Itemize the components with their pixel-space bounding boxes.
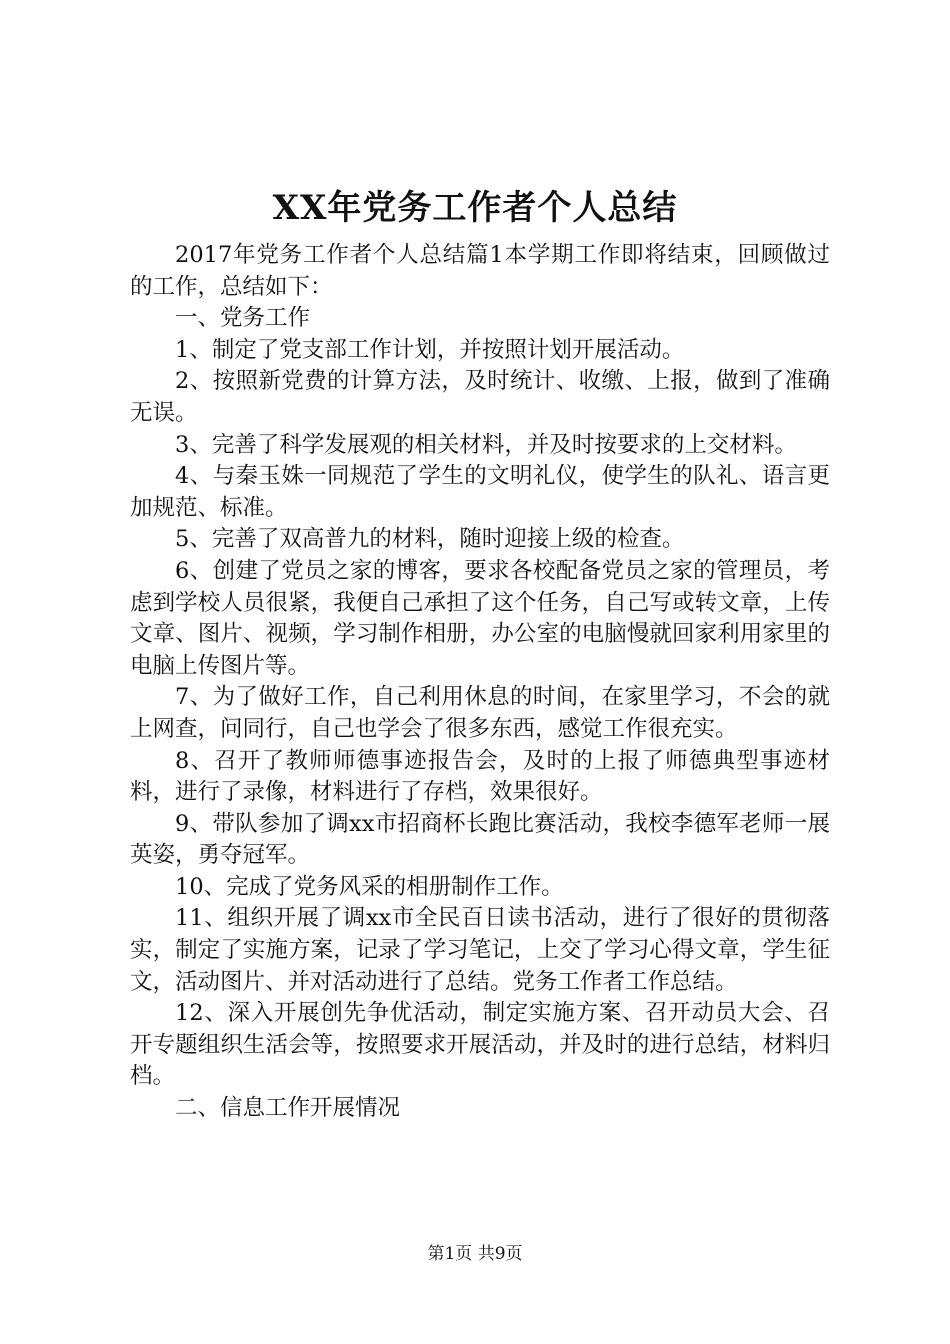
- list-item: 12、深入开展创先争优活动，制定实施方案、召开动员大会、召开专题组织生活会等，按照要求开展活动，并及时的进行总结，材料归档。: [130, 1000, 830, 1090]
- list-item: 9、带队参加了调xx市招商杯长跑比赛活动，我校李德军老师一展英姿，勇夺冠军。: [130, 810, 830, 869]
- list-item: 2、按照新党费的计算方法，及时统计、收缴、上报，做到了准确无误。: [130, 368, 830, 426]
- list-item: 6、创建了党员之家的博客，要求各校配备党员之家的管理员，考虑到学校人员很紧，我便自己承担了这个任务，自己写或转文章，上传文章、图片、视频，学习制作相册，办公室的电脑慢就回家利用家里的电脑上传图片等。: [130, 557, 830, 679]
- document-title: XX年党务工作者个人总结: [272, 188, 678, 228]
- list-item: 7、为了做好工作，自己利用休息的时间，在家里学习，不会的就上网查，问同行，自己也学会了很多东西，感觉工作很充实。: [130, 684, 830, 742]
- list-item: 3、完善了科学发展观的相关材料，并及时按要求的上交材料。: [175, 431, 797, 458]
- page-number-footer: 第1页 共9页: [427, 1244, 523, 1264]
- list-item: 5、完善了双高普九的材料，随时迎接上级的检查。: [175, 526, 685, 553]
- list-item: 4、与秦玉姝一同规范了学生的文明礼仪，使学生的队礼、语言更加规范、标准。: [130, 463, 830, 521]
- section-heading: 一、党务工作: [175, 305, 311, 332]
- list-item: 10、完成了党务风采的相册制作工作。: [175, 873, 564, 900]
- document-body: [130, 240, 830, 1125]
- list-item: 11、组织开展了调xx市全民百日读书活动，进行了很好的贯彻落实，制定了实施方案，记录了学习笔记，上交了学习心得文章，学生征文，活动图片、并对活动进行了总结。党务工作者工作总结。: [130, 905, 830, 995]
- section-heading: 二、信息工作开展情况: [175, 1095, 401, 1122]
- list-item: 1、制定了党支部工作计划，并按照计划开展活动。: [175, 336, 685, 363]
- paragraph: 2017年党务工作者个人总结篇1本学期工作即将结束，回顾做过的工作，总结如下：: [130, 242, 830, 300]
- list-item: 8、召开了教师师德事迹报告会，及时的上报了师德典型事迹材料，进行了录像，材料进行了存档，效果很好。: [130, 747, 830, 806]
